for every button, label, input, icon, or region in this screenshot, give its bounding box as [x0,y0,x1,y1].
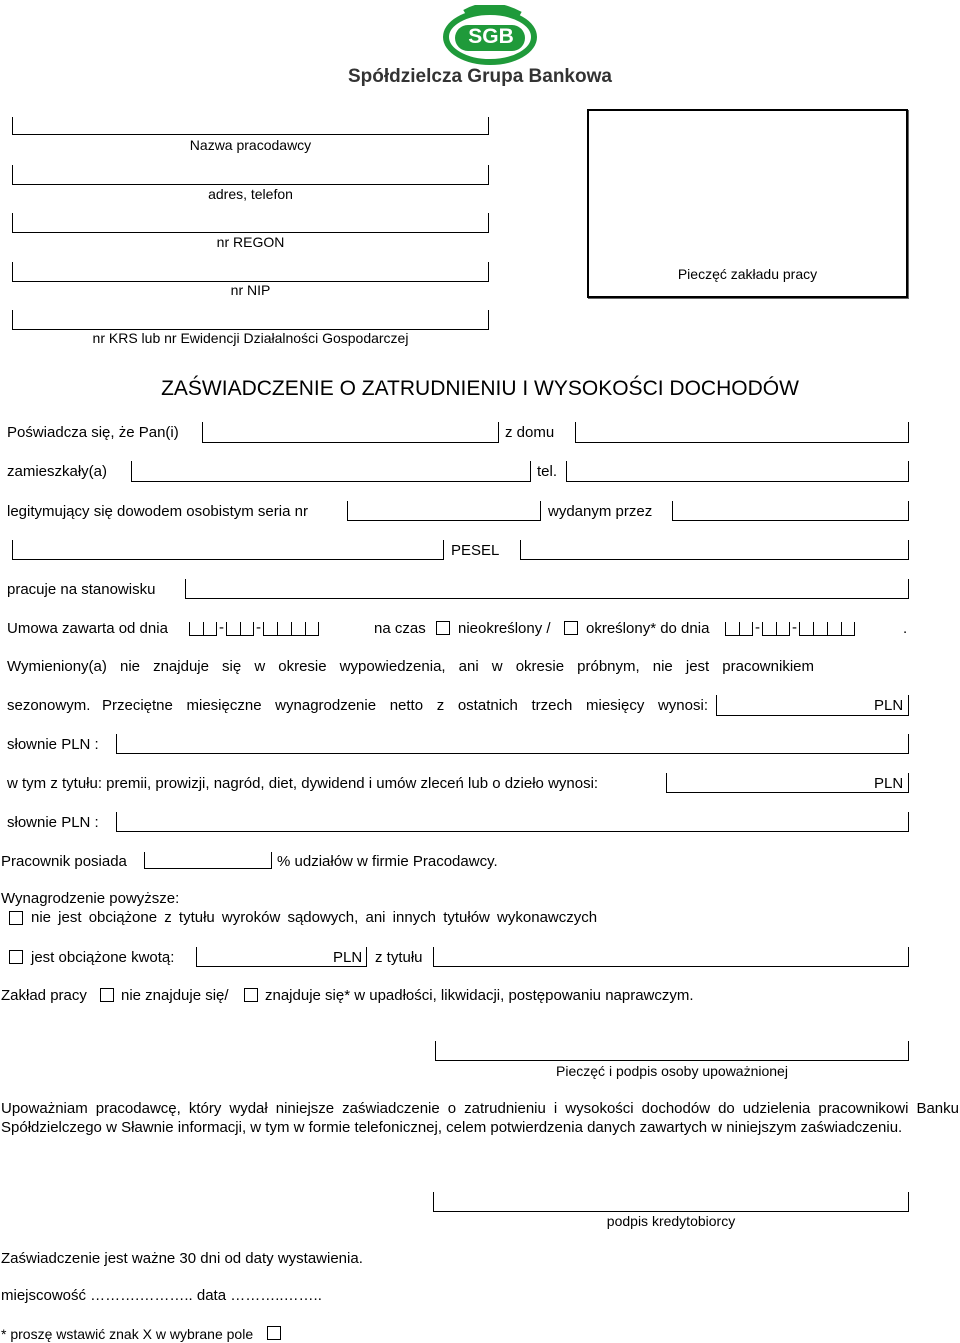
seasonal-label: sezonowym. [7,697,91,714]
sgb-logo-mark: SGB [468,25,514,48]
document-title: ZAŚWIADCZENIE O ZATRUDNIENIU I WYSOKOŚCI DOCHODÓW [161,377,799,400]
id-card-field[interactable] [347,501,541,521]
authorized-signature-label: Pieczęć i podpis osoby upoważnionej [556,1063,788,1079]
bonuses-words-field[interactable] [116,812,909,832]
position-field[interactable] [185,579,909,599]
pesel-label: PESEL [451,542,500,559]
krs-field[interactable] [12,310,489,330]
resident-label: zamieszkały(a) [7,463,108,480]
employer-address-label: adres, telefon [208,186,293,202]
for-period-label: na czas [374,620,426,637]
footnote: * proszę wstawić znak X w wybrane pole [1,1326,254,1342]
burdened-currency: PLN [333,949,363,966]
regon-field[interactable] [12,213,489,233]
shares-field[interactable] [144,852,272,869]
burdened-title-field[interactable] [433,947,909,967]
full-name-field[interactable] [202,422,499,443]
maiden-name-field[interactable] [575,422,909,443]
avg-salary-label: Przeciętne miesięczne wynagrodzenie netto z ostatnich trzech miesięcy wynosi: [102,697,708,714]
burdened-label: jest obciążone kwotą: [31,949,175,966]
shares-suffix-label: % udziałów w firmie Pracodawcy. [277,853,498,870]
krs-label: nr KRS lub nr Ewidencji Działalności Gospodarczej [92,330,409,346]
authorized-signature-field[interactable] [435,1041,909,1061]
contract-period-mark: . [903,620,908,637]
pesel-field[interactable] [520,540,909,560]
borrower-signature-label: podpis kredytobiorcy [606,1213,736,1229]
burdened-checkbox[interactable] [9,950,23,964]
contract-from-label: Umowa zawarta od dnia [7,620,168,637]
title-of-label: z tytułu [375,949,423,966]
issued-by-continued-field[interactable] [12,540,444,560]
footnote-checkbox-example [267,1326,281,1340]
definite-until-date-field[interactable]: - - [725,622,905,636]
contract-from-date-field[interactable]: - - [189,622,369,636]
nip-field[interactable] [12,262,489,282]
avg-salary-currency: PLN [874,697,904,714]
avg-salary-words-label: słownie PLN : [7,736,99,753]
address-field[interactable] [131,461,531,482]
salary-above-label: Wynagrodzenie powyższe: [1,890,180,907]
place-date-line[interactable]: miejscowość ……….……….. data ………..…….. [1,1287,322,1304]
certifies-label: Poświadcza się, że Pan(i) [7,424,179,441]
indefinite-checkbox[interactable] [436,621,450,635]
bonuses-currency: PLN [874,775,904,792]
position-label: pracuje na stanowisku [7,581,156,598]
validity-text: Zaświadczenie jest ważne 30 dni od daty wystawienia. [1,1250,363,1267]
issued-by-label: wydanym przez [548,503,653,520]
nip-label: nr NIP [230,282,271,298]
not-burdened-checkbox[interactable] [9,911,23,925]
notice-text: Wymieniony(a) nie znajduje się w okresie wypowiedzenia, ani w okresie próbnym, nie jest pracownikiem [7,658,814,675]
phone-label: tel. [537,463,558,480]
id-card-label: legitymujący się dowodem osobistym seria nr [7,503,308,520]
employer-address-field[interactable] [12,165,489,185]
sgb-logo [345,5,615,90]
definite-label: określony* do dnia [586,620,710,637]
not-in-liquidation-checkbox[interactable] [100,988,114,1002]
in-liquidation-checkbox[interactable] [244,988,258,1002]
authorization-text: Upoważniam pracodawcę, który wydał niniejsze zaświadczenie o zatrudnieniu i wysokości dochodów do udzielenia pracownikowi Banku Spółdzielczego w Sławnie informacji, w tym w formie telefonicznej, celem potwierdzenia danych zawartych w niniejszym zaświadczeniu. [1,1100,959,1136]
sgb-logo-name: Spółdzielcza Grupa Bankowa [348,66,612,87]
phone-field[interactable] [566,461,909,482]
issued-by-field[interactable] [672,501,909,521]
employer-name-field[interactable] [12,117,489,135]
shares-prefix-label: Pracownik posiada [1,853,127,870]
indefinite-label: nieokreślony / [458,620,551,637]
stamp-label: Pieczęć zakładu pracy [677,266,818,282]
definite-checkbox[interactable] [564,621,578,635]
avg-salary-words-field[interactable] [116,734,909,754]
company-label: Zakład pracy [1,987,87,1004]
is-in-label: znajduje się* w upadłości, likwidacji, postępowaniu naprawczym. [265,987,694,1004]
bonuses-field[interactable] [666,773,909,793]
employer-name-label: Nazwa pracodawcy [189,137,312,153]
not-burdened-label: nie jest obciążone z tytułu wyroków sądowych, ani innych tytułów wykonawczych [31,909,598,926]
bonuses-label: w tym z tytułu: premii, prowizji, nagród, diet, dywidend i umów zleceń lub o dzieło wynosi: [7,775,599,792]
not-in-label: nie znajduje się/ [121,987,229,1004]
regon-label: nr REGON [216,234,285,250]
maiden-name-label: z domu [505,424,555,441]
borrower-signature-field[interactable] [433,1192,909,1212]
bonuses-words-label: słownie PLN : [7,814,99,831]
